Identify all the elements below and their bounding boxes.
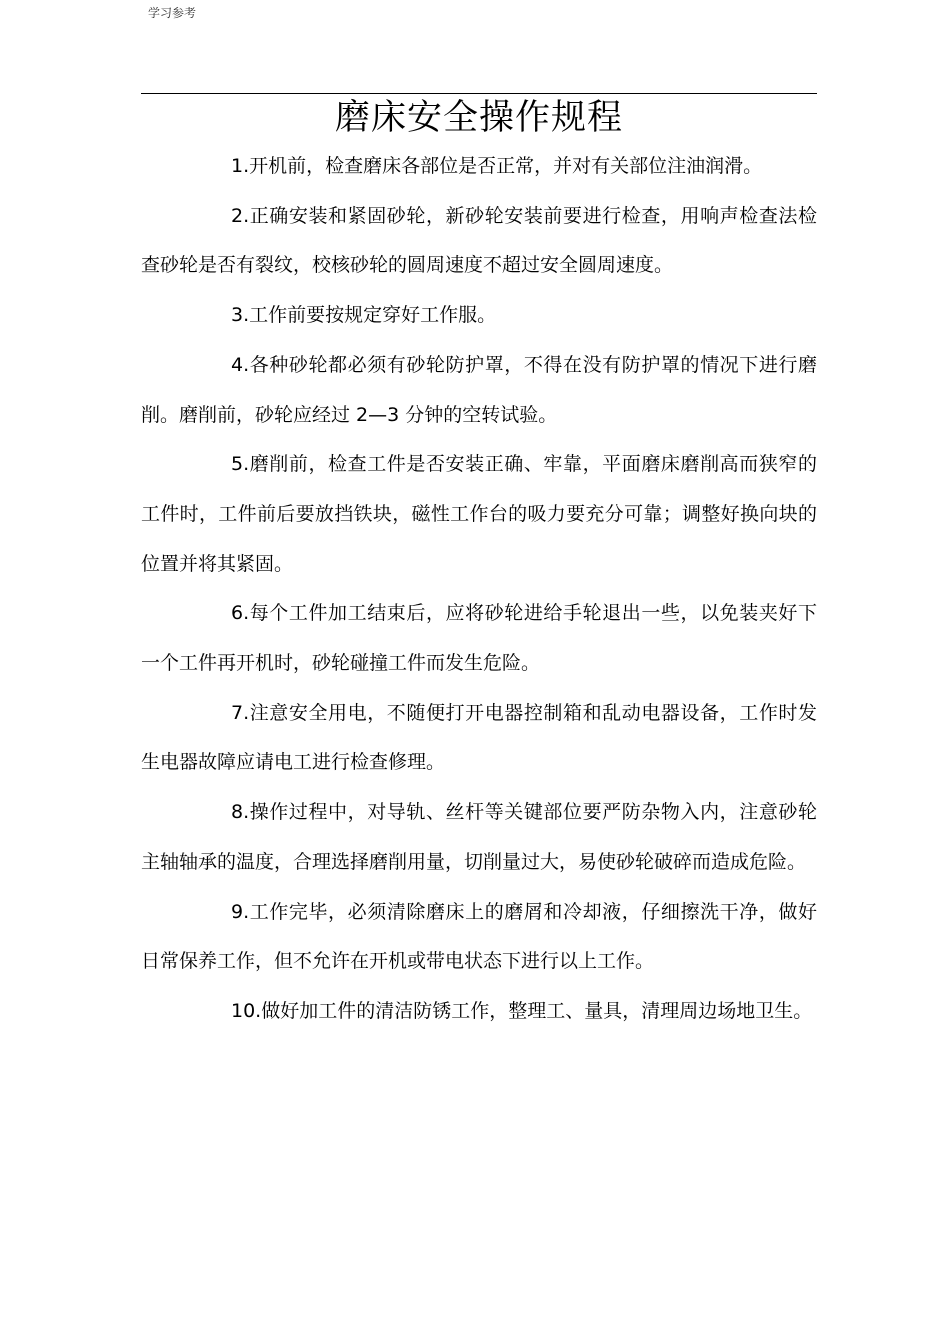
item-number: 5. xyxy=(231,453,250,476)
list-item-1 xyxy=(141,142,817,192)
item-number: 1. xyxy=(231,155,250,177)
list-item-9 xyxy=(141,888,817,987)
item-text: 工作前要按规定穿好工作服。 xyxy=(249,304,497,327)
list-item-10 xyxy=(141,987,817,1037)
item-number: 7. xyxy=(231,701,250,724)
document-body xyxy=(141,142,817,1037)
item-text: 工作完毕，必须清除磨床上的磨屑和冷却液，仔细擦洗干净，做好日常保养工作，但不允许在开机或带电状态下进行以上工作。 xyxy=(141,900,817,973)
document-title: 磨床安全操作规程 xyxy=(334,98,623,138)
item-number: 2. xyxy=(231,204,250,227)
header-note: 学习参考 xyxy=(148,6,197,20)
item-number: 4. xyxy=(231,353,250,376)
list-item-7 xyxy=(141,689,817,788)
item-text: 做好加工件的清洁防锈工作，整理工、量具，清理周边场地卫生。 xyxy=(261,999,813,1022)
item-text: 磨削前，检查工件是否安装正确、牢靠，平面磨床磨削高而狭窄的工件时，工件前后要放挡铁块，磁性工作台的吸力要充分可靠；调整好换向块的位置并将其紧固。 xyxy=(141,453,817,575)
list-item-4 xyxy=(141,341,817,440)
list-item-8 xyxy=(141,788,817,887)
list-item-5 xyxy=(141,440,817,589)
item-text: 开机前，检查磨床各部位是否正常，并对有关部位注油润滑。 xyxy=(249,155,763,177)
item-text: 注意安全用电，不随便打开电器控制箱和乱动电器设备，工作时发生电器故障应请电工进行检查修理。 xyxy=(141,701,817,774)
list-item-3 xyxy=(141,291,817,341)
item-text: 每个工件加工结束后，应将砂轮进给手轮退出一些，以免装夹好下一个工件再开机时，砂轮碰撞工件而发生危险。 xyxy=(141,602,817,675)
item-number: 8. xyxy=(231,801,250,824)
item-text: 正确安装和紧固砂轮，新砂轮安装前要进行检查，用响声检查法检查砂轮是否有裂纹，校核砂轮的圆周速度不超过安全圆周速度。 xyxy=(141,204,817,277)
item-number: 10. xyxy=(231,999,262,1022)
item-text: 各种砂轮都必须有砂轮防护罩，不得在没有防护罩的情况下进行磨削。磨削前，砂轮应经过 2—3 分钟的空转试验。 xyxy=(141,353,817,426)
list-item-2 xyxy=(141,192,817,291)
header-divider xyxy=(141,93,817,94)
item-number: 3. xyxy=(231,304,250,327)
item-number: 9. xyxy=(231,900,250,923)
item-text: 操作过程中，对导轨、丝杆等关键部位要严防杂物入内，注意砂轮主轴轴承的温度，合理选择磨削用量，切削量过大，易使砂轮破碎而造成危险。 xyxy=(141,801,817,873)
list-item-6 xyxy=(141,589,817,688)
item-number: 6. xyxy=(231,602,250,625)
